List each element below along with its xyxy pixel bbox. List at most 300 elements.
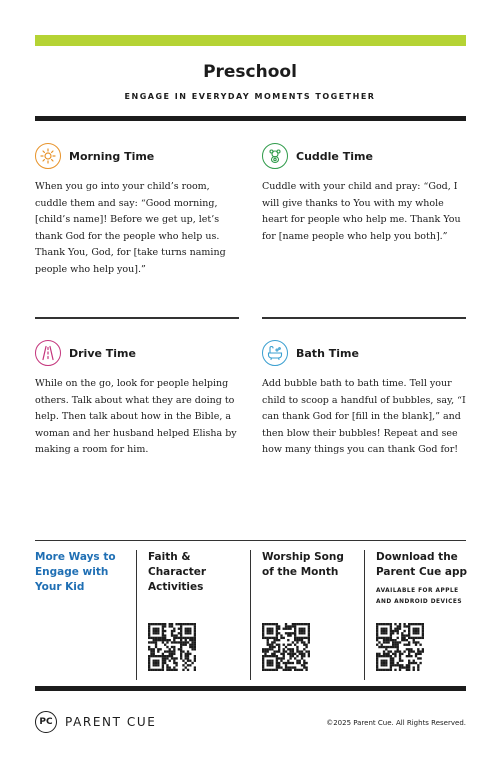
qr-module bbox=[419, 623, 421, 625]
qr-module bbox=[173, 666, 175, 668]
qr-module bbox=[376, 639, 378, 641]
qr-module bbox=[267, 664, 269, 666]
qr-module bbox=[376, 625, 378, 627]
qr-module bbox=[413, 623, 415, 625]
qr-module bbox=[390, 655, 392, 657]
header-divider bbox=[35, 116, 466, 121]
qr-module bbox=[283, 644, 285, 646]
qr-module bbox=[419, 637, 421, 639]
qr-module bbox=[285, 632, 287, 634]
qr-module bbox=[276, 655, 278, 657]
qr-module bbox=[189, 664, 191, 666]
qr-module bbox=[269, 628, 271, 630]
qr-module bbox=[303, 660, 305, 662]
qr-module bbox=[422, 637, 424, 639]
qr-module bbox=[276, 639, 278, 641]
qr-module bbox=[173, 630, 175, 632]
qr-module bbox=[180, 628, 182, 630]
qr-module bbox=[155, 641, 157, 643]
qr-module bbox=[387, 637, 389, 639]
qr-module bbox=[278, 625, 280, 627]
qr-module bbox=[155, 637, 157, 639]
qr-module bbox=[276, 664, 278, 666]
qr-module bbox=[415, 637, 417, 639]
qr-module bbox=[271, 628, 273, 630]
qr-module bbox=[287, 660, 289, 662]
qr-module bbox=[401, 666, 403, 668]
qr-module bbox=[180, 634, 182, 636]
qr-module bbox=[387, 653, 389, 655]
qr-module bbox=[162, 655, 164, 657]
qr-module bbox=[403, 666, 405, 668]
qr-module bbox=[276, 634, 278, 636]
qr-module bbox=[187, 632, 189, 634]
qr-module bbox=[182, 644, 184, 646]
qr-module bbox=[383, 646, 385, 648]
qr-module bbox=[162, 664, 164, 666]
qr-module bbox=[413, 630, 415, 632]
qr-module bbox=[387, 650, 389, 652]
qr-module bbox=[278, 644, 280, 646]
qr-module bbox=[180, 632, 182, 634]
qr-module bbox=[376, 644, 378, 646]
qr-module bbox=[417, 669, 419, 671]
qr-module bbox=[189, 628, 191, 630]
qr-module bbox=[271, 655, 273, 657]
road-icon bbox=[35, 340, 61, 366]
qr-module bbox=[273, 650, 275, 652]
qr-module bbox=[285, 650, 287, 652]
qr-module bbox=[390, 664, 392, 666]
qr-module bbox=[308, 625, 310, 627]
qr-module bbox=[415, 655, 417, 657]
qr-module bbox=[273, 669, 275, 671]
qr-module bbox=[301, 632, 303, 634]
qr-module bbox=[422, 632, 424, 634]
qr-module bbox=[191, 644, 193, 646]
qr-module bbox=[383, 628, 385, 630]
qr-module bbox=[276, 644, 278, 646]
qr-module bbox=[180, 655, 182, 657]
qr-module bbox=[303, 666, 305, 668]
qr-module bbox=[296, 623, 298, 625]
qr-module bbox=[390, 639, 392, 641]
qr-module bbox=[262, 657, 264, 659]
qr-module bbox=[410, 648, 412, 650]
qr-module bbox=[162, 637, 164, 639]
qr-module bbox=[162, 632, 164, 634]
qr-module bbox=[148, 637, 150, 639]
qr-module bbox=[262, 664, 264, 666]
qr-module bbox=[162, 653, 164, 655]
qr-module bbox=[413, 632, 415, 634]
qr-module bbox=[296, 655, 298, 657]
qr-module bbox=[283, 648, 285, 650]
qr-module bbox=[383, 632, 385, 634]
qr-module bbox=[185, 644, 187, 646]
qr-module bbox=[185, 639, 187, 641]
qr-module bbox=[194, 655, 196, 657]
qr-module bbox=[403, 639, 405, 641]
qr-module bbox=[419, 650, 421, 652]
qr-module bbox=[269, 630, 271, 632]
qr-module bbox=[287, 653, 289, 655]
qr-module bbox=[378, 669, 380, 671]
section-body: Add bubble bath to bath time. Tell your child to scoop a handful of bubbles, say, “I can thank God for [fill in the blank],” and then blow their bubbles! Repeat and see how many things you can thank God for! bbox=[262, 378, 466, 456]
qr-module bbox=[271, 641, 273, 643]
qr-module bbox=[399, 623, 401, 625]
qr-module bbox=[148, 648, 150, 650]
qr-module bbox=[397, 625, 399, 627]
qr-module bbox=[308, 650, 310, 652]
qr-module bbox=[285, 628, 287, 630]
qr-module bbox=[308, 628, 310, 630]
qr-module bbox=[173, 669, 175, 671]
qr-module bbox=[408, 666, 410, 668]
qr-module bbox=[169, 648, 171, 650]
qr-module bbox=[180, 646, 182, 648]
qr-module bbox=[189, 646, 191, 648]
qr-module bbox=[267, 632, 269, 634]
qr-module bbox=[150, 669, 152, 671]
qr-module bbox=[399, 666, 401, 668]
qr-module bbox=[157, 664, 159, 666]
qr-module bbox=[267, 662, 269, 664]
app-availability-note: AVAILABLE FOR APPLE AND ANDROID DEVICES bbox=[376, 588, 463, 605]
qr-module bbox=[417, 623, 419, 625]
qr-code-worship-song[interactable] bbox=[262, 623, 310, 671]
qr-module bbox=[175, 641, 177, 643]
qr-module bbox=[273, 623, 275, 625]
qr-module bbox=[164, 660, 166, 662]
qr-module bbox=[171, 623, 173, 625]
qr-module bbox=[406, 648, 408, 650]
qr-module bbox=[289, 632, 291, 634]
qr-module bbox=[187, 650, 189, 652]
qr-module bbox=[417, 666, 419, 668]
qr-module bbox=[417, 648, 419, 650]
qr-module bbox=[292, 648, 294, 650]
qr-module bbox=[385, 637, 387, 639]
qr-module bbox=[162, 660, 164, 662]
qr-module bbox=[408, 644, 410, 646]
qr-module bbox=[381, 630, 383, 632]
qr-module bbox=[383, 653, 385, 655]
qr-module bbox=[285, 666, 287, 668]
qr-module bbox=[276, 660, 278, 662]
qr-module bbox=[394, 628, 396, 630]
section-divider bbox=[35, 317, 239, 319]
qr-module bbox=[417, 637, 419, 639]
qr-module bbox=[294, 666, 296, 668]
qr-module bbox=[178, 632, 180, 634]
qr-module bbox=[271, 644, 273, 646]
qr-module bbox=[164, 630, 166, 632]
section-title: Cuddle Time bbox=[296, 149, 373, 163]
qr-module bbox=[171, 646, 173, 648]
section-title: Bath Time bbox=[296, 346, 359, 360]
qr-module bbox=[401, 660, 403, 662]
qr-module bbox=[273, 637, 275, 639]
qr-module bbox=[166, 655, 168, 657]
qr-module bbox=[390, 628, 392, 630]
qr-module bbox=[303, 637, 305, 639]
qr-module bbox=[387, 646, 389, 648]
qr-module bbox=[148, 641, 150, 643]
qr-module bbox=[403, 623, 405, 625]
qr-module bbox=[392, 646, 394, 648]
qr-module bbox=[264, 637, 266, 639]
qr-module bbox=[394, 644, 396, 646]
qr-module bbox=[399, 669, 401, 671]
qr-module bbox=[376, 666, 378, 668]
qr-module bbox=[262, 623, 264, 625]
qr-module bbox=[271, 630, 273, 632]
qr-module bbox=[303, 644, 305, 646]
qr-module bbox=[194, 644, 196, 646]
qr-module bbox=[278, 650, 280, 652]
qr-module bbox=[392, 630, 394, 632]
qr-module bbox=[164, 625, 166, 627]
qr-module bbox=[283, 669, 285, 671]
qr-module bbox=[153, 639, 155, 641]
qr-module bbox=[422, 648, 424, 650]
qr-module bbox=[289, 655, 291, 657]
qr-module bbox=[187, 657, 189, 659]
qr-module bbox=[381, 646, 383, 648]
qr-module bbox=[148, 662, 150, 664]
accent-bar bbox=[35, 35, 466, 46]
qr-module bbox=[178, 628, 180, 630]
qr-module bbox=[189, 639, 191, 641]
qr-module bbox=[273, 655, 275, 657]
qr-module bbox=[283, 650, 285, 652]
qr-module bbox=[262, 666, 264, 668]
qr-module bbox=[410, 655, 412, 657]
qr-module bbox=[415, 644, 417, 646]
qr-module bbox=[308, 637, 310, 639]
qr-module bbox=[294, 630, 296, 632]
qr-module bbox=[376, 669, 378, 671]
qr-module bbox=[401, 653, 403, 655]
qr-module bbox=[285, 646, 287, 648]
qr-module bbox=[185, 623, 187, 625]
qr-module bbox=[401, 639, 403, 641]
qr-module bbox=[182, 650, 184, 652]
qr-module bbox=[269, 662, 271, 664]
qr-module bbox=[180, 648, 182, 650]
qr-module bbox=[296, 648, 298, 650]
qr-module bbox=[194, 648, 196, 650]
qr-module bbox=[169, 669, 171, 671]
qr-module bbox=[148, 628, 150, 630]
qr-module bbox=[276, 657, 278, 659]
qr-module bbox=[267, 637, 269, 639]
qr-module bbox=[385, 653, 387, 655]
qr-module bbox=[157, 639, 159, 641]
qr-module bbox=[173, 648, 175, 650]
qr-module bbox=[185, 653, 187, 655]
qr-module bbox=[191, 646, 193, 648]
qr-module bbox=[187, 669, 189, 671]
qr-module bbox=[171, 625, 173, 627]
qr-module bbox=[301, 650, 303, 652]
qr-module bbox=[182, 623, 184, 625]
qr-module bbox=[185, 637, 187, 639]
qr-module bbox=[376, 637, 378, 639]
qr-module bbox=[303, 664, 305, 666]
column-title: Worship Song of the Month bbox=[262, 551, 344, 578]
qr-module bbox=[394, 646, 396, 648]
qr-module bbox=[413, 669, 415, 671]
qr-module bbox=[408, 637, 410, 639]
qr-module bbox=[394, 641, 396, 643]
qr-module bbox=[276, 669, 278, 671]
qr-module bbox=[150, 650, 152, 652]
qr-module bbox=[381, 623, 383, 625]
qr-module bbox=[278, 646, 280, 648]
qr-module bbox=[155, 639, 157, 641]
qr-module bbox=[269, 660, 271, 662]
qr-module bbox=[278, 632, 280, 634]
qr-module bbox=[376, 630, 378, 632]
qr-module bbox=[406, 669, 408, 671]
qr-module bbox=[305, 662, 307, 664]
qr-module bbox=[406, 634, 408, 636]
qr-module bbox=[394, 664, 396, 666]
qr-module bbox=[301, 630, 303, 632]
qr-module bbox=[422, 630, 424, 632]
qr-module bbox=[381, 637, 383, 639]
qr-module bbox=[189, 623, 191, 625]
qr-module bbox=[159, 648, 161, 650]
qr-module bbox=[162, 666, 164, 668]
qr-module bbox=[175, 662, 177, 664]
qr-module bbox=[301, 628, 303, 630]
qr-module bbox=[166, 657, 168, 659]
qr-module bbox=[399, 655, 401, 657]
qr-module bbox=[271, 660, 273, 662]
qr-module bbox=[289, 662, 291, 664]
qr-module bbox=[408, 650, 410, 652]
qr-module bbox=[166, 639, 168, 641]
qr-module bbox=[381, 644, 383, 646]
qr-module bbox=[399, 653, 401, 655]
qr-module bbox=[381, 660, 383, 662]
qr-module bbox=[390, 632, 392, 634]
qr-module bbox=[283, 653, 285, 655]
qr-module bbox=[376, 623, 378, 625]
qr-module bbox=[296, 637, 298, 639]
qr-module bbox=[157, 655, 159, 657]
qr-module bbox=[408, 634, 410, 636]
qr-module bbox=[294, 623, 296, 625]
qr-module bbox=[175, 623, 177, 625]
qr-module bbox=[308, 634, 310, 636]
qr-module bbox=[289, 650, 291, 652]
qr-module bbox=[171, 669, 173, 671]
qr-module bbox=[308, 632, 310, 634]
qr-module bbox=[287, 628, 289, 630]
qr-module bbox=[401, 637, 403, 639]
qr-module bbox=[387, 623, 389, 625]
qr-module bbox=[413, 637, 415, 639]
qr-module bbox=[155, 655, 157, 657]
qr-module bbox=[157, 628, 159, 630]
qr-module bbox=[376, 653, 378, 655]
qr-module bbox=[422, 634, 424, 636]
qr-module bbox=[262, 655, 264, 657]
qr-module bbox=[185, 666, 187, 668]
qr-module bbox=[294, 625, 296, 627]
qr-code-app[interactable] bbox=[376, 623, 424, 671]
qr-module bbox=[173, 639, 175, 641]
qr-module bbox=[148, 669, 150, 671]
qr-module bbox=[289, 625, 291, 627]
qr-module bbox=[269, 648, 271, 650]
qr-module bbox=[397, 632, 399, 634]
qr-module bbox=[280, 660, 282, 662]
qr-module bbox=[153, 655, 155, 657]
qr-module bbox=[408, 648, 410, 650]
qr-module bbox=[408, 664, 410, 666]
qr-module bbox=[399, 625, 401, 627]
qr-module bbox=[296, 662, 298, 664]
qr-module bbox=[397, 650, 399, 652]
qr-module bbox=[397, 637, 399, 639]
qr-module bbox=[189, 630, 191, 632]
qr-code-activities[interactable] bbox=[148, 623, 196, 671]
qr-module bbox=[157, 648, 159, 650]
qr-module bbox=[376, 662, 378, 664]
qr-module bbox=[194, 660, 196, 662]
qr-module bbox=[267, 660, 269, 662]
qr-module bbox=[262, 630, 264, 632]
qr-module bbox=[187, 630, 189, 632]
qr-module bbox=[406, 655, 408, 657]
qr-module bbox=[148, 646, 150, 648]
qr-module bbox=[422, 650, 424, 652]
qr-module bbox=[278, 662, 280, 664]
qr-module bbox=[399, 660, 401, 662]
qr-module bbox=[408, 660, 410, 662]
qr-module bbox=[296, 669, 298, 671]
qr-module bbox=[387, 639, 389, 641]
qr-module bbox=[301, 639, 303, 641]
qr-module bbox=[267, 641, 269, 643]
page-subtitle: ENGAGE IN EVERYDAY MOMENTS TOGETHER bbox=[124, 92, 376, 101]
qr-module bbox=[383, 655, 385, 657]
qr-module bbox=[194, 641, 196, 643]
qr-module bbox=[296, 641, 298, 643]
qr-module bbox=[305, 646, 307, 648]
qr-module bbox=[392, 644, 394, 646]
section-morning-time bbox=[35, 142, 243, 279]
column-divider bbox=[136, 550, 137, 680]
section-divider bbox=[262, 317, 466, 319]
qr-module bbox=[383, 630, 385, 632]
qr-module bbox=[294, 653, 296, 655]
qr-module bbox=[169, 625, 171, 627]
qr-module bbox=[191, 639, 193, 641]
qr-module bbox=[185, 662, 187, 664]
qr-module bbox=[397, 630, 399, 632]
qr-module bbox=[301, 657, 303, 659]
qr-module bbox=[148, 623, 150, 625]
qr-module bbox=[415, 641, 417, 643]
qr-module bbox=[157, 637, 159, 639]
qr-module bbox=[390, 623, 392, 625]
